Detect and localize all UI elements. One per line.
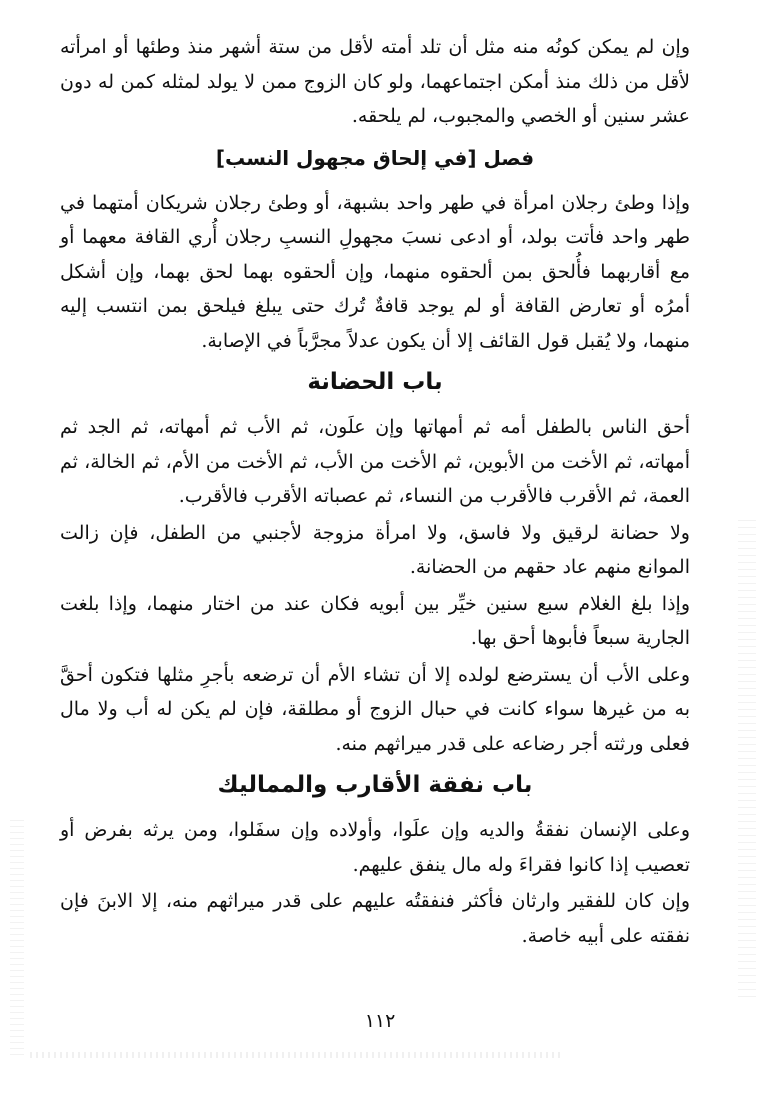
paragraph-child-choice: وإذا بلغ الغلام سبع سنين خيِّر بين أبويه فكان عند من اختار منهما، وإذا بلغت الجارية سبعاً فأبوها أحق بها. <box>60 592 690 649</box>
paragraph-relatives-maintenance: وعلى الإنسان نفقةُ والديه وإن علَوا، وأولاده وإن سفَلوا، ومن يرثه بفرض أو تعصيب إذا كانوا فقراءَ وله مال ينفق عليهم. <box>60 819 690 876</box>
paragraph-multiple-heirs: وإن كان للفقير وارثان فأكثر فنفقتُه عليهم على قدر ميراثهم منه، إلا الابنَ فإن نفقته على أبيه خاصة. <box>60 890 690 947</box>
chapter-heading-custody: باب الحضانة <box>307 369 443 395</box>
paragraph-custody-impediments: ولا حضانة لرقيق ولا فاسق، ولا امرأة مزوجة لأجنبي من الطفل، فإن زالت الموانع منهم عاد حقهم من الحضانة. <box>60 521 690 578</box>
scan-noise-left-edge <box>10 820 24 1060</box>
section-heading-unknown-lineage: فصل [في إلحاق مجهول النسب] <box>215 145 535 170</box>
paragraph-paternity-conditions: وإن لم يمكن كونُه منه مثل أن تلد أمته لأقل من ستة أشهر منذ وطئها أو امرأته لأقل من ذلك منذ أمكن اجتماعهما، ولو كان الزوج ممن لا يولد لمثله كمن له دون عشر سنين أو الخصي والمجبوب، لم يلحقه. <box>60 36 690 127</box>
chapter-heading-maintenance: باب نفقة الأقارب والمماليك <box>217 772 533 798</box>
page-body <box>60 30 690 955</box>
paragraph-custody-order: أحق الناس بالطفل أمه ثم أمهاتها وإن علَون، ثم الأب ثم أمهاته، ثم الجد ثم أمهاته، ثم الأخت من الأبوين، ثم الأخت من الأب، ثم الأخت من الأم، ثم الخالة، ثم العمة، ثم الأقرب فالأقرب من النساء، ثم عصباته الأقرب فالأقرب. <box>60 416 690 507</box>
scan-noise-bottom-edge <box>30 1052 560 1058</box>
scan-noise-right-edge <box>738 520 756 1000</box>
page-number: ١١٢ <box>364 1010 396 1032</box>
paragraph-lineage-attribution: وإذا وطئ رجلان امرأة في طهر واحد بشبهة، أو وطئ رجلان شريكان أمتهما في طهر واحد فأتت بولد، أو ادعى نسبَ مجهولِ النسبِ رجلان أُري القافة معهما أو مع أقاربهما فأُلحق بمن ألحقوه منهما، وإن ألحقوه بهما لحق بهما، وإن أشكل أمرُه أو تعارض القافة أو لم يوجد قافةٌ تُرك حتى يبلغ فيلحق بمن انتسب إليه منهما، ولا يُقبل قول القائف إلا أن يكون عدلاً مجرَّباً في الإصابة. <box>60 191 690 352</box>
paragraph-nursing: وعلى الأب أن يسترضع لولده إلا أن تشاء الأم أن ترضعه بأجرِ مثلها فتكون أحقَّ به من غيرها سواء كانت في حبال الزوج أو مطلقة، فإن لم يكن له أب ولا مال فعلى ورثته أجر رضاعه على قدر ميراثهم منه. <box>60 663 690 755</box>
